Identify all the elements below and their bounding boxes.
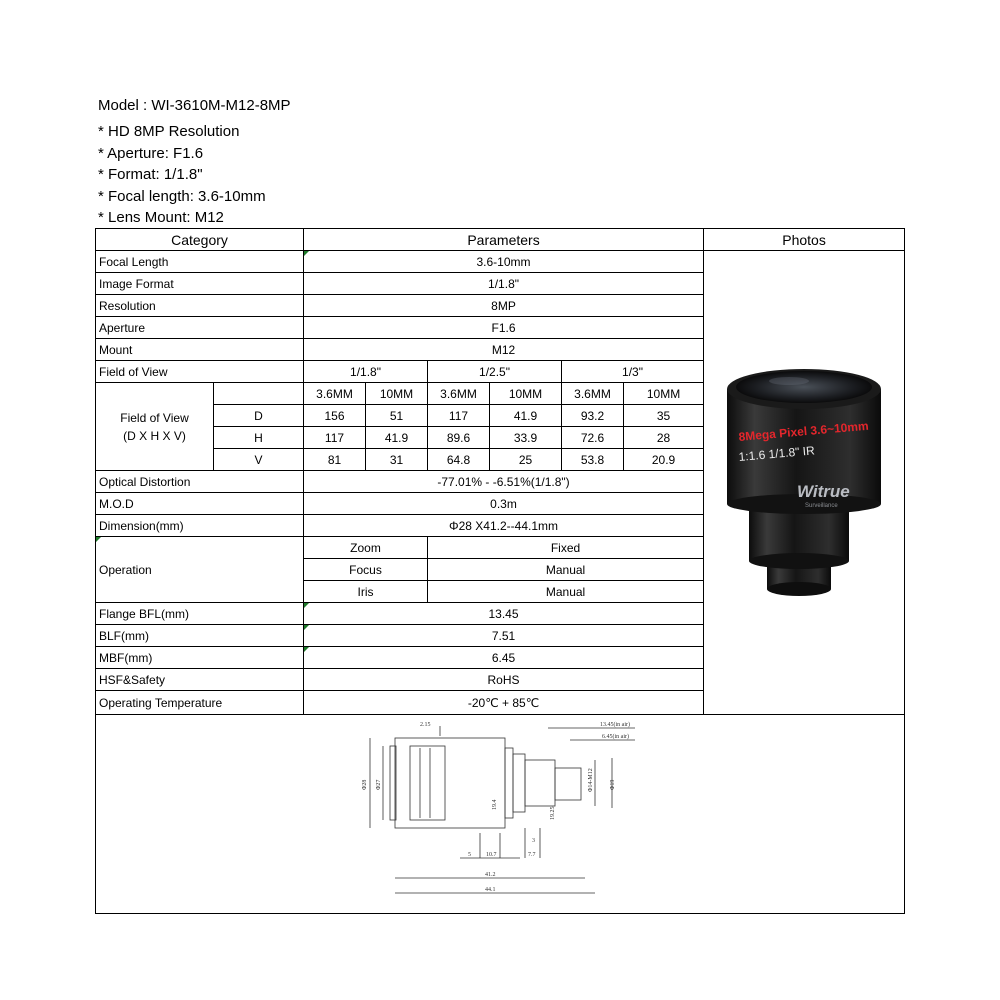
hsf-value: RoHS [304, 669, 704, 691]
fov-sub-3-6: 3.6MM [562, 383, 624, 405]
dim-13-45: 13.45(in air) [600, 721, 631, 728]
row-drawing [96, 715, 905, 914]
operation-label: Operation [96, 537, 304, 603]
fov-format-1-1-8: 1/1.8" [304, 361, 428, 383]
fov-sub-3-6: 3.6MM [304, 383, 366, 405]
fov-value: 72.6 [562, 427, 624, 449]
product-header [98, 95, 598, 229]
parameters-header: Parameters [304, 229, 704, 251]
fov-format-1-2-5: 1/2.5" [428, 361, 562, 383]
dim-5: 5 [468, 851, 472, 858]
dim-7-7: 7.7 [528, 851, 536, 858]
feature-aperture: * Aperture: F1.6 [98, 144, 204, 162]
dimension-value: Φ28 X41.2--44.1mm [304, 515, 704, 537]
dimension-drawing [350, 718, 650, 908]
hsf-label: HSF&Safety [96, 669, 304, 691]
header-row [96, 229, 905, 251]
operation-iris-value: Manual [428, 581, 704, 603]
fov-value: 156 [304, 405, 366, 427]
optical-distortion-value: -77.01% - -6.51%(1/1.8") [304, 471, 704, 493]
dim-10-7: 10.7 [486, 851, 497, 858]
temperature-label: Operating Temperature [96, 691, 304, 715]
fov-value: 117 [428, 405, 490, 427]
image-format-value: 1/1.8" [304, 273, 704, 295]
fov-value: 28 [624, 427, 704, 449]
dim-2-15: 2.15 [420, 721, 431, 728]
dim-m12: Φ14-M12 [588, 767, 595, 792]
photos-header: Photos [704, 229, 905, 251]
temperature-value: -20℃ + 85℃ [304, 691, 704, 715]
operation-focus-value: Manual [428, 559, 704, 581]
lens-print-line1: 8Mega Pixel 3.6~10mm [738, 418, 870, 444]
fov-label-line1: Field of View [120, 410, 189, 425]
brand-sub: Surveillance [805, 502, 838, 509]
fov-value: 31 [366, 449, 428, 471]
mod-value: 0.3m [304, 493, 704, 515]
operation-zoom-value: Fixed [428, 537, 704, 559]
dim-6-45: 6.45(in air) [602, 733, 630, 740]
fov-value: 64.8 [428, 449, 490, 471]
operation-focus-name: Focus [304, 559, 428, 581]
fov-sub-10: 10MM [490, 383, 562, 405]
dim-phi-28: Φ28 [362, 779, 369, 790]
feature-lens-mount: * Lens Mount: M12 [98, 209, 224, 226]
flange-bfl-value: 13.45 [304, 603, 704, 625]
fov-value: 25 [490, 449, 562, 471]
feature-format: * Format: 1/1.8" [98, 166, 203, 183]
fov-value: 81 [304, 449, 366, 471]
feature-focal-length: * Focal length: 3.6-10mm [98, 187, 266, 205]
focal-length-value: 3.6-10mm [304, 251, 704, 273]
model-title: Model : WI-3610M-M12-8MP [98, 97, 291, 114]
fov-value: 89.6 [428, 427, 490, 449]
mount-value: M12 [304, 339, 704, 361]
fov-dxhxv-cell [96, 383, 214, 471]
fov-label-line2: (D X H X V) [123, 428, 186, 443]
row-focal-length [96, 251, 905, 273]
fov-axis-v: V [214, 449, 304, 471]
fov-sub-10: 10MM [624, 383, 704, 405]
fov-value: 35 [624, 405, 704, 427]
spec-table [95, 228, 905, 914]
fov-value: 20.9 [624, 449, 704, 471]
fov-label: Field of View [96, 361, 304, 383]
flange-bfl-label: Flange BFL(mm) [96, 603, 304, 625]
brand-logo: Witrue [797, 481, 850, 501]
fov-value: 51 [366, 405, 428, 427]
fov-value: 33.9 [490, 427, 562, 449]
blf-value: 7.51 [304, 625, 704, 647]
fov-blank-cell [214, 383, 304, 405]
dim-phi-27: Φ27 [376, 779, 383, 790]
operation-zoom-name: Zoom [304, 537, 428, 559]
lens-glass [736, 371, 872, 403]
resolution-value: 8MP [304, 295, 704, 317]
dim-41-2: 41.2 [485, 871, 496, 878]
optical-distortion-label: Optical Distortion [96, 471, 304, 493]
aperture-value: F1.6 [304, 317, 704, 339]
photo-cell [704, 251, 905, 715]
dimension-label: Dimension(mm) [96, 515, 304, 537]
mount-label: Mount [96, 339, 304, 361]
dim-19-25: 19.25 [550, 806, 557, 820]
dim-3: 3 [532, 837, 536, 844]
fov-axis-d: D [214, 405, 304, 427]
operation-iris-name: Iris [304, 581, 428, 603]
mbf-value: 6.45 [304, 647, 704, 669]
mod-label: M.O.D [96, 493, 304, 515]
drawing-cell [96, 715, 905, 914]
blf-label: BLF(mm) [96, 625, 304, 647]
dim-phi-19: Φ19 [610, 779, 617, 790]
fov-value: 53.8 [562, 449, 624, 471]
category-header: Category [96, 229, 304, 251]
focal-length-label: Focal Length [96, 251, 304, 273]
fov-format-1-3: 1/3" [562, 361, 704, 383]
fov-value: 117 [304, 427, 366, 449]
fov-axis-h: H [214, 427, 304, 449]
mbf-label: MBF(mm) [96, 647, 304, 669]
resolution-label: Resolution [96, 295, 304, 317]
fov-sub-3-6: 3.6MM [428, 383, 490, 405]
dim-44-1: 44.1 [485, 886, 496, 893]
fov-sub-10: 10MM [366, 383, 428, 405]
lens-print-line2: 1:1.6 1/1.8" IR [738, 442, 816, 464]
image-format-label: Image Format [96, 273, 304, 295]
fov-value: 41.9 [490, 405, 562, 427]
lens-photo [719, 359, 889, 604]
aperture-label: Aperture [96, 317, 304, 339]
fov-value: 41.9 [366, 427, 428, 449]
dim-19-4: 19.4 [492, 799, 499, 810]
fov-value: 93.2 [562, 405, 624, 427]
feature-resolution: * HD 8MP Resolution [98, 123, 240, 140]
